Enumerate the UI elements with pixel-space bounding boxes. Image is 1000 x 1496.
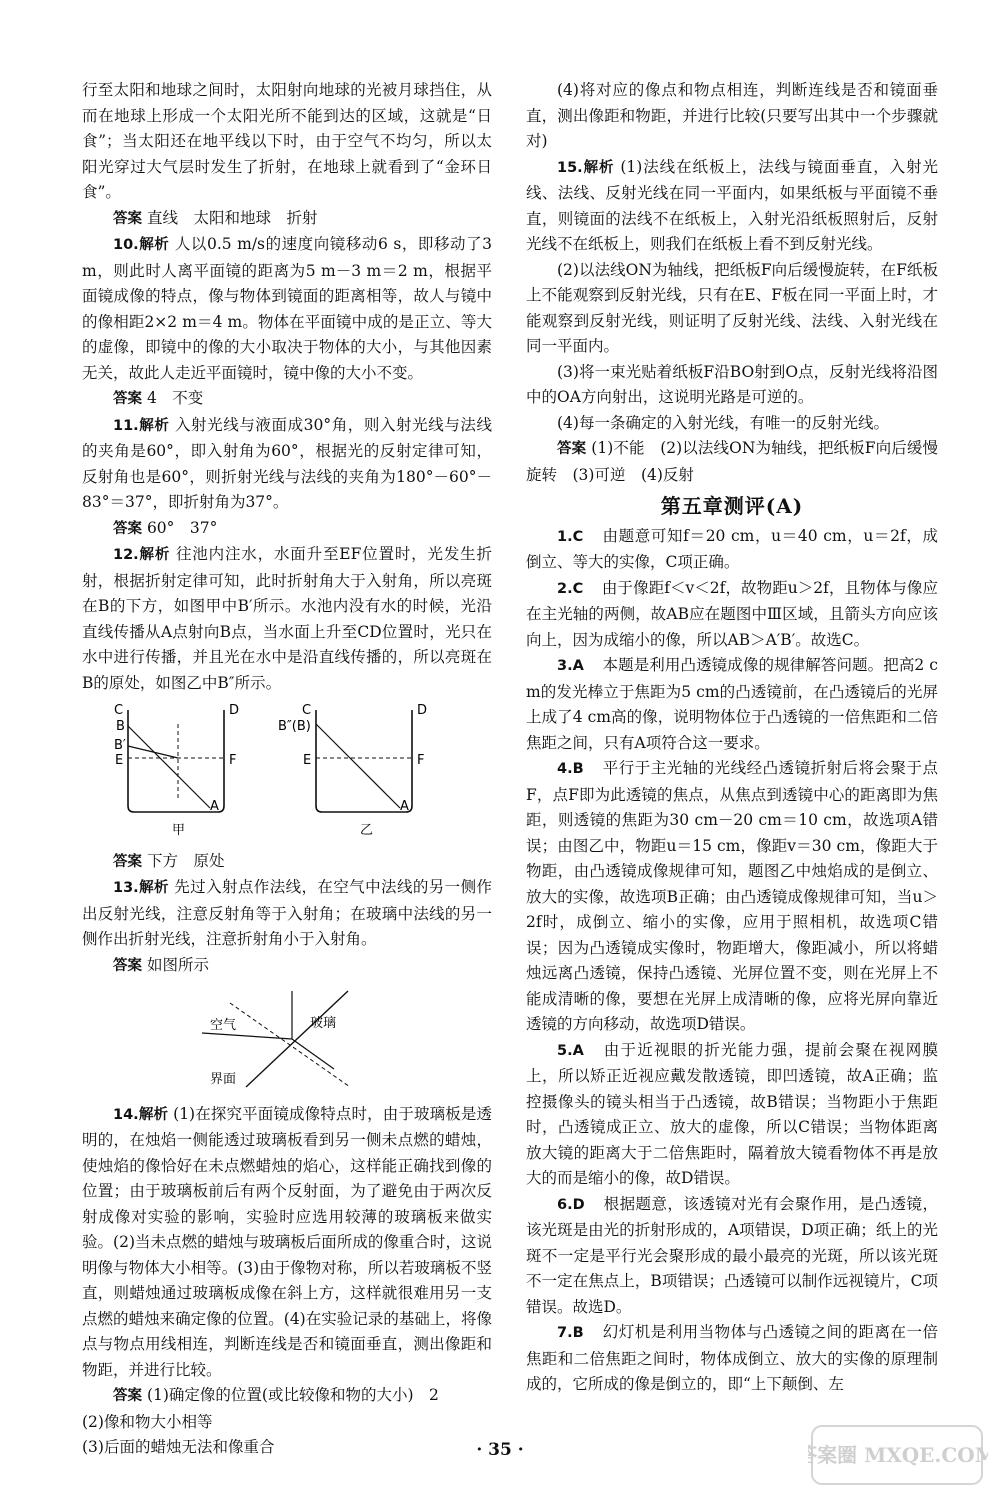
label-glass: 玻璃 xyxy=(310,1016,337,1031)
question-14: 14.解析 (1)在探究平面镜成像特点时，由于玻璃板是透明的，在烛焰一侧能透过玻璃板看到另一侧未点燃的蜡烛，使烛焰的像恰好在未点燃蜡烛的焰心，这样能正确找到像的位置；由于玻璃板前后有两个反射面，为了避免由于两次反射成像对实验的影响，实验时应选用较薄的玻璃板来做实验。(2)当未点燃的蜡烛与玻璃板后面所成的像重合时，这说明像与物体大小相等。(3)由于像物对称，所以若玻璃板不竖直，则蜡烛通过玻璃板成像在斜上方，这样就很难用另一支点燃的蜡烛来确定像的位置。(4)在实验记录的基础上，将像点与物点用线相连，判断连线是否和镜面垂直，测出像距和物距，并进行比较。 xyxy=(82,1104,492,1379)
label-B: B xyxy=(116,719,125,734)
answer-14-2: (2)像和物大小相等 xyxy=(82,1412,213,1431)
left-column xyxy=(82,78,492,1461)
label-C: C xyxy=(114,703,124,718)
label-A-yi: A xyxy=(400,799,409,814)
label-F: F xyxy=(229,753,237,768)
answer-14-4: (4)将对应的像点和物点相连，判断连线是否和镜面垂直，测出像距和物距，并进行比较(只要写出其中一个步骤就对) xyxy=(526,81,938,150)
item-1: 1.C 由题意可知f＝20 cm，u＝40 cm，u＝2f，成倒立、等大的实像，C项正确。 xyxy=(526,526,938,571)
question-15-2: (2)以法线ON为轴线，把纸板F向后缓慢旋转，在F纸板上不能观察到反射光线，只有在E、F板在同一平面上时，才能观察到反射光线，则证明了反射光线、法线、入射光线在同一平面内。 xyxy=(526,260,938,355)
item-7: 7.B 幻灯机是利用当物体与凸透镜之间的距离在一倍焦距和二倍焦距之间时，物体成倒立、放大的实像的原理制成的，它所成的像是倒立的，即“上下颠倒、左 xyxy=(526,1323,938,1393)
label-C-yi: C xyxy=(302,703,312,718)
chapter-title: 第五章测评(A) xyxy=(660,494,804,518)
label-B-prime: B′ xyxy=(114,738,126,753)
figure-12-svg xyxy=(82,700,492,838)
item-3: 3.A 本题是利用凸透镜成像的规律解答问题。把高2 cm的发光棒立于焦距为5 cm的凸透镜前，在凸透镜后的光屏上成了4 cm高的像，说明物体位于凸透镜的一倍焦距和二倍焦距之间，只有A项符合这一要求。 xyxy=(526,656,938,752)
answer-10: 答案 4 不变 xyxy=(113,389,204,407)
question-15-4: (4)每一条确定的入射光线，有唯一的反射光线。 xyxy=(557,413,889,432)
question-15-3: (3)将一束光贴着纸板F沿BO射到O点，反射光线将沿图中的OA方向射出，这说明光路是可逆的。 xyxy=(526,362,938,406)
figure-12-jia xyxy=(114,703,239,838)
watermark-logo xyxy=(808,1420,988,1490)
label-E: E xyxy=(115,753,124,768)
watermark-text: 答案圈 MXQE.COM xyxy=(808,1443,988,1467)
figure-13 xyxy=(82,983,492,1100)
label-D: D xyxy=(229,703,240,718)
question-15-1: 15.解析 (1)法线在纸板上，法线与镜面垂直，入射光线、法线、反射光线在同一平面内，如果纸板与平面镜不垂直，则镜面的法线不在纸板上，入射光沿纸板照射后，反射光线不在纸板上，则我们在纸板上看不到反射光线。 xyxy=(526,157,938,253)
caption-yi: 乙 xyxy=(360,823,374,838)
answer-11: 答案 60° 37° xyxy=(113,518,218,537)
item-5: 5.A 由于近视眼的折光能力强，提前会聚在视网膜上，所以矫正近视应戴发散透镜，即凹透镜，故A正确；监控摄像头的镜头相当于凸透镜，故B错误；当物距小于焦距时，凸透镜成正立、放大的虚像，所以C错误；当物体距离放大镜的距离大于二倍焦距时，隔着放大镜看物体不再是放大的而是缩小的像，故D错误。 xyxy=(526,1040,938,1187)
label-F-yi: F xyxy=(417,753,425,768)
item-2: 2.C 由于像距f＜v＜2f，故物距u＞2f，且物体与像应在主光轴的两侧，故AB应在题图中Ⅲ区域，且箭头方向应该向上，因为成缩小的像，所以AB＞A′B′。故选C。 xyxy=(526,578,938,649)
figure-12 xyxy=(82,700,492,847)
figure-13-svg xyxy=(82,983,492,1091)
label-D-yi: D xyxy=(417,703,428,718)
question-12: 12.解析 往池内注水，水面升至EF位置时，光发生折射，根据折射定律可知，此时折射角大于入射角，所以亮斑在B的下方，如图甲中B′所示。水池内没有水的时候，光沿直线传播从A点射向B点，当水面上升至CD位置时，光只在水中进行传播，并且光在水中是沿直线传播的，所以亮斑在B的原处，如图乙中B″所示。 xyxy=(82,545,492,692)
label-air: 空气 xyxy=(210,1018,237,1033)
caption-jia: 甲 xyxy=(172,823,186,838)
answer-15: 答案 (1)不能 (2)以法线ON为轴线，把纸板F向后缓慢旋转 (3)可逆 (4)反射 xyxy=(526,439,939,484)
label-E-yi: E xyxy=(303,753,312,768)
figure-12-yi xyxy=(278,703,427,838)
answer-14-1: 答案 (1)确定像的位置(或比较像和物的大小) 2 xyxy=(113,1386,439,1404)
watermark-icon xyxy=(808,1420,988,1490)
page-number: · 35 · xyxy=(476,1440,524,1460)
label-B-double-prime: B″(B) xyxy=(278,719,311,734)
label-A: A xyxy=(210,799,219,814)
answer-9: 答案 直线 太阳和地球 折射 xyxy=(113,208,318,227)
q9-continued: 行至太阳和地球之间时，太阳射向地球的光被月球挡住，从而在地球上形成一个太阳光所不能到达的区域，这就是“日食”；当太阳还在地平线以下时，由于空气不均匀，所以太阳光穿过大气层时发生了折射，在地球上就看到了“金环日食”。 xyxy=(82,81,492,201)
item-4: 4.B 平行于主光轴的光线经凸透镜折射后将会聚于点F，点F即为此透镜的焦点，从焦点到透镜中心的距离即为焦距，则透镜的焦距为30 cm－20 cm＝10 cm，故选项A错误；由图乙中，物距u＝15 cm，像距v＝30 cm，像距大于物距，由凸透镜成像规律可知，题图乙中烛焰成的是倒立、放大的实像，故选项B正确；由凸透镜成像规律可知，当u＞2f时，成倒立、缩小的实像，应用于照相机，故选项C错误；因为凸透镜成实像时，物距增大，像距减小，所以将蜡烛远离凸透镜，保持凸透镜、光屏位置不变，则在光屏上不能成清晰的像，要想在光屏上成清晰的像，应将光屏向靠近透镜的方向移动，故选项D错误。 xyxy=(526,759,938,1033)
answer-14-3: (3)后面的蜡烛无法和像重合 xyxy=(82,1438,275,1456)
item-6: 6.D 根据题意，该透镜对光有会聚作用，是凸透镜，该光斑是由光的折射形成的，A项错误，D项正确；纸上的光斑不一定是平行光会聚形成的最小最亮的光斑，所以该光斑不一定在焦点上，B项错误；凸透镜可以制作远视镜片，C项错误。故选D。 xyxy=(526,1194,938,1316)
label-interface: 界面 xyxy=(210,1072,237,1087)
right-column xyxy=(526,78,938,1398)
question-11: 11.解析 入射光线与液面成30°角，则入射光线与法线的夹角是60°，即入射角为60°，根据光的反射定律可知，反射角也是60°，则折射光线与法线的夹角为180°－60°－83°＝37°，即折射角为37°。 xyxy=(82,415,492,511)
question-13: 13.解析 先过入射点作法线，在空气中法线的另一侧作出反射光线，注意反射角等于入射角；在玻璃中法线的另一侧作出折射光线，注意折射角小于入射角。 xyxy=(82,878,492,948)
question-10: 10.解析 人以0.5 m/s的速度向镜移动6 s，即移动了3 m，则此时人离平面镜的距离为5 m－3 m＝2 m，根据平面镜成像的特点，像与物体到镜面的距离相等，故人与镜中的像相距2×2 m＝4 m。物体在平面镜中成的是正立、等大的虚像，即镜中的像的大小取决于物体的大小，与其他因素无关，故此人走近平面镜时，镜中像的大小不变。 xyxy=(82,235,493,382)
answer-13: 答案 如图所示 xyxy=(113,955,209,974)
answer-12: 答案 下方 原处 xyxy=(113,851,225,870)
